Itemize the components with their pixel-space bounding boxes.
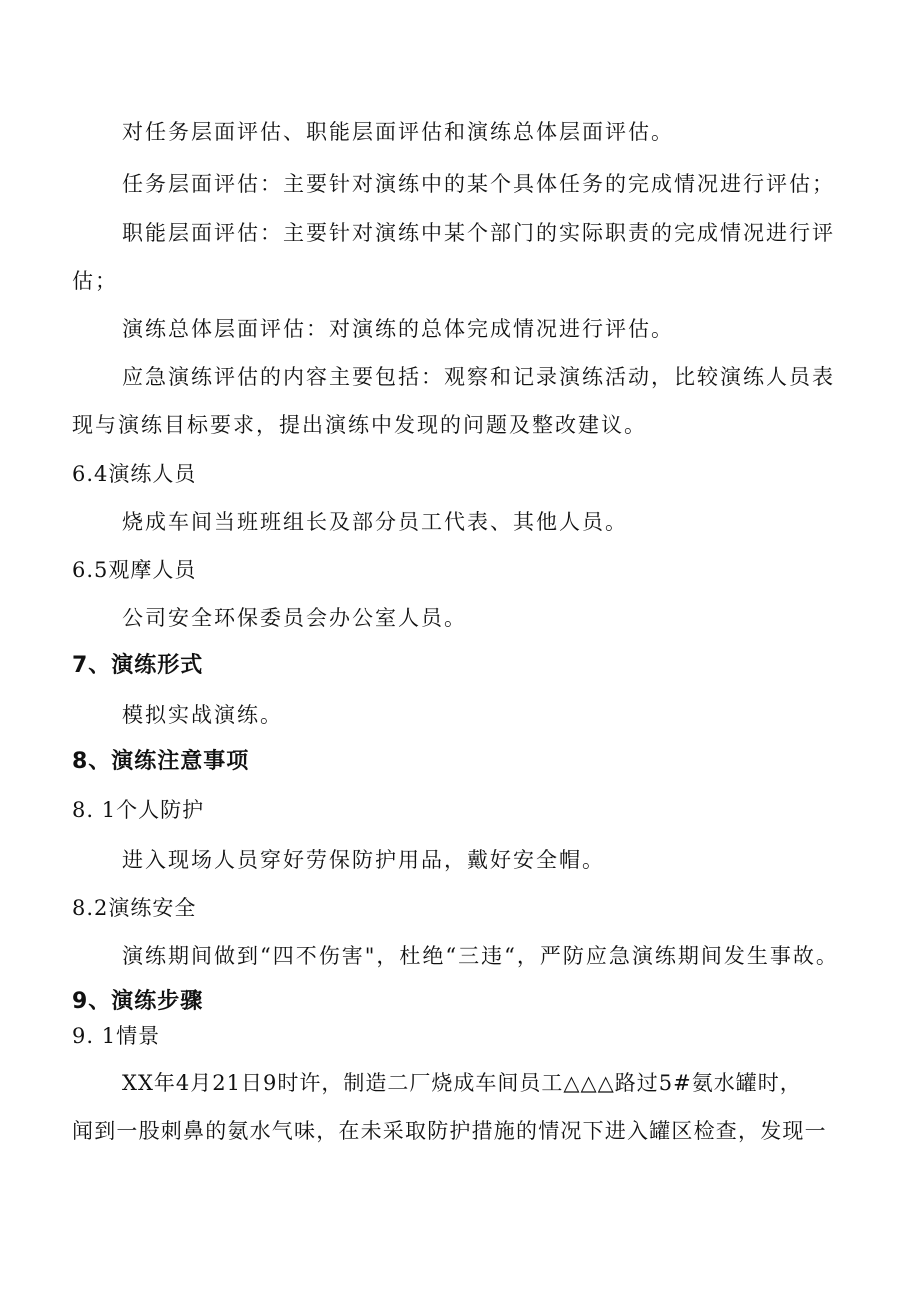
section-heading-9-1: 9. 1情景 [72,1024,161,1048]
section-heading-8-1: 8. 1个人防护 [72,798,205,822]
paragraph-line: 公司安全环保委员会办公室人员。 [122,606,467,630]
paragraph-line: 烧成车间当班班组长及部分员工代表、其他人员。 [122,510,628,534]
paragraph-line: 现与演练目标要求，提出演练中发现的问题及整改建议。 [72,413,647,437]
paragraph-line: 演练期间做到“四不伤害"，杜绝“三违“，严防应急演练期间发生事故。 [122,944,839,968]
section-heading-9: 9、演练步骤 [72,989,204,1014]
paragraph-line: 任务层面评估：主要针对演练中的某个具体任务的完成情况进行评估； [122,172,835,196]
paragraph-line: 对任务层面评估、职能层面评估和演练总体层面评估。 [122,120,674,144]
section-heading-8: 8、演练注意事项 [72,749,250,774]
paragraph-line: 估； [72,269,118,293]
section-heading-6-5: 6.5观摩人员 [72,558,197,582]
paragraph-line: 进入现场人员穿好劳保防护用品，戴好安全帽。 [122,848,605,872]
section-heading-7: 7、演练形式 [72,653,204,678]
paragraph-line: XX年4月21日9时许，制造二厂烧成车间员工△△△路过5#氨水罐时， [122,1071,802,1095]
section-heading-6-4: 6.4演练人员 [72,462,197,486]
paragraph-line: 演练总体层面评估：对演练的总体完成情况进行评估。 [122,317,674,341]
section-heading-8-2: 8.2演练安全 [72,896,197,920]
paragraph-line: 职能层面评估：主要针对演练中某个部门的实际职责的完成情况进行评 [122,221,835,245]
paragraph-line: 应急演练评估的内容主要包括：观察和记录演练活动，比较演练人员表 [122,365,835,389]
paragraph-line: 闻到一股刺鼻的氨水气味，在未采取防护措施的情况下进入罐区检查，发现一 [72,1119,827,1143]
paragraph-line: 模拟实战演练。 [122,703,283,727]
